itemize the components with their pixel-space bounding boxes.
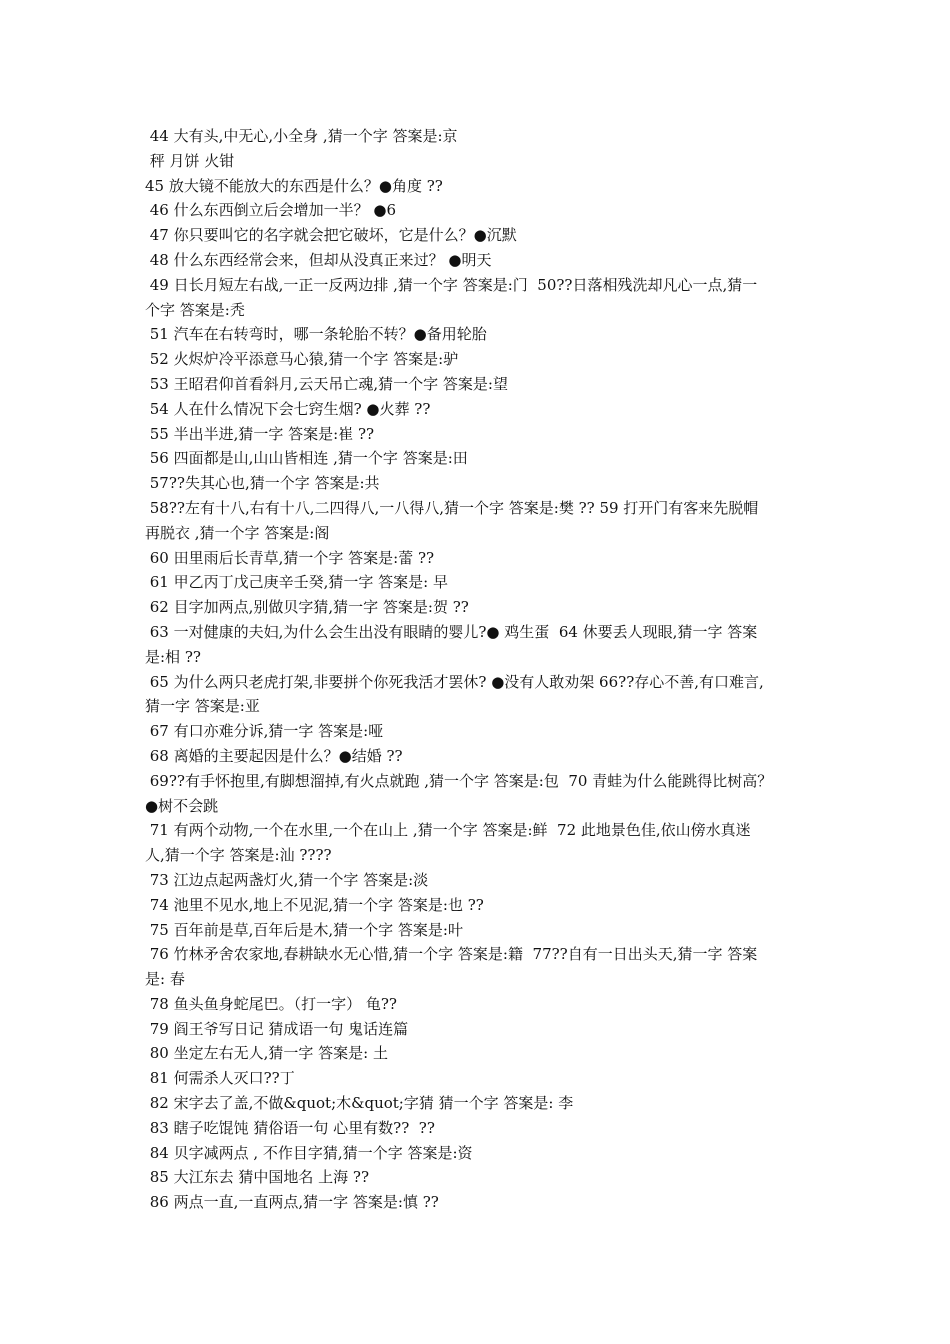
text-line: 73 江边点起两盏灯火,猜一个字 答案是:淡 <box>145 870 429 889</box>
text-line: 84 贝字减两点 , 不作目字猜,猜一个字 答案是:资 <box>145 1143 473 1162</box>
text-line: 82 宋字去了盖,不做&quot;木&quot;字猜 猜一个字 答案是: 李 <box>145 1094 574 1113</box>
text-line: 86 两点一直,一直两点,猜一字 答案是:慎 ?? <box>145 1193 439 1212</box>
text-line: 猜一字 答案是:亚 <box>145 697 260 716</box>
text-line: 83 瞎子吃馄饨 猜俗语一句 心里有数?? ?? <box>145 1118 435 1137</box>
text-line: 61 甲乙丙丁戊己庚辛壬癸,猜一字 答案是: 早 <box>145 573 448 592</box>
text-line: 63 一对健康的夫妇,为什么会生出没有眼睛的婴儿?● 鸡生蛋 64 休要丢人现眼,猜一字 答案 <box>145 622 758 641</box>
text-line: 62 目字加两点,别做贝字猜,猜一字 答案是:贺 ?? <box>145 598 469 617</box>
text-line: 53 王昭君仰首看斜月,云天吊亡魂,猜一个字 答案是:望 <box>145 374 508 393</box>
text-line: 57??失其心也,猜一个字 答案是:共 <box>145 474 380 493</box>
text-line: 79 阎王爷写日记 猜成语一句 鬼话连篇 <box>145 1019 409 1038</box>
text-line: 74 池里不见水,地上不见泥,猜一个字 答案是:也 ?? <box>145 895 484 914</box>
text-line: 人,猜一个字 答案是:汕 ???? <box>145 846 332 865</box>
text-line: 44 大有头,中无心,小全身 ,猜一个字 答案是:京 <box>145 127 458 145</box>
text-line: 68 离婚的主要起因是什么？●结婚 ?? <box>145 746 403 765</box>
text-line: 45 放大镜不能放大的东西是什么？●角度 ?? <box>145 176 443 195</box>
text-line: 67 有口亦难分诉,猜一字 答案是:哑 <box>145 722 384 741</box>
text-line: 个字 答案是:秃 <box>145 300 245 319</box>
text-line: 56 四面都是山,山山皆相连 ,猜一个字 答案是:田 <box>145 449 468 468</box>
text-line: 75 百年前是草,百年后是木,猜一个字 答案是:叶 <box>145 920 463 939</box>
text-line: 46 什么东西倒立后会增加一半？ ●6 <box>145 201 397 220</box>
text-line: 80 坐定左右无人,猜一字 答案是: 土 <box>145 1044 388 1063</box>
text-line: 47 你只要叫它的名字就会把它破坏，它是什么？●沉默 <box>145 226 517 245</box>
text-line: 65 为什么两只老虎打架,非要拼个你死我活才罢休? ●没有人敢劝架 66??存心不善,有口难言, <box>145 672 764 691</box>
text-line: 54 人在什么情况下会七窍生烟? ●火葬 ?? <box>145 399 431 418</box>
text-line: 55 半出半进,猜一字 答案是:崔 ?? <box>145 424 375 443</box>
text-line: 69??有手怀抱里,有脚想溜掉,有火点就跑 ,猜一个字 答案是:包 70 青蛙为什么能跳得比树高？ <box>145 771 773 790</box>
text-line: 71 有两个动物,一个在水里,一个在山上 ,猜一个字 答案是:鲜 72 此地景色佳,依山傍水真迷 <box>145 821 751 840</box>
text-line: 51 汽车在右转弯时，哪一条轮胎不转？●备用轮胎 <box>145 325 487 344</box>
text-line: 48 什么东西经常会来，但却从没真正来过？ ●明天 <box>145 250 492 269</box>
text-line: 是: 春 <box>145 970 185 989</box>
text-line: 76 竹林矛舍农家地,春耕缺水无心惜,猜一个字 答案是:籍 77??自有一日出头天,猜一字 答案 <box>145 945 758 964</box>
text-line: 78 鱼头鱼身蛇尾巴。（打一字） 龟?? <box>145 994 397 1013</box>
text-line: 52 火烬炉冷平添意马心猿,猜一个字 答案是:驴 <box>145 350 459 369</box>
text-line: 81 何需杀人灭口??丁 <box>145 1069 295 1088</box>
riddle-list <box>145 124 817 1215</box>
text-line: 85 大江东去 猜中国地名 上海 ?? <box>145 1168 370 1187</box>
text-line: 58??左有十八,右有十八,二四得八,一八得八,猜一个字 答案是:樊 ?? 59 打开门有客来先脱帽 <box>145 498 759 517</box>
text-line: 再脱衣 ,猜一个字 答案是:阁 <box>145 523 330 542</box>
text-line: 是:相 ?? <box>145 647 201 666</box>
text-line: 49 日长月短左右战,一正一反两边排 ,猜一个字 答案是:门 50??日落相残洗却凡心一点,猜一 <box>145 275 758 294</box>
text-line: 60 田里雨后长青草,猜一个字 答案是:蕾 ?? <box>145 548 435 567</box>
text-line: 秤 月饼 火钳 <box>145 151 235 170</box>
text-line: ●树不会跳 <box>145 796 219 815</box>
